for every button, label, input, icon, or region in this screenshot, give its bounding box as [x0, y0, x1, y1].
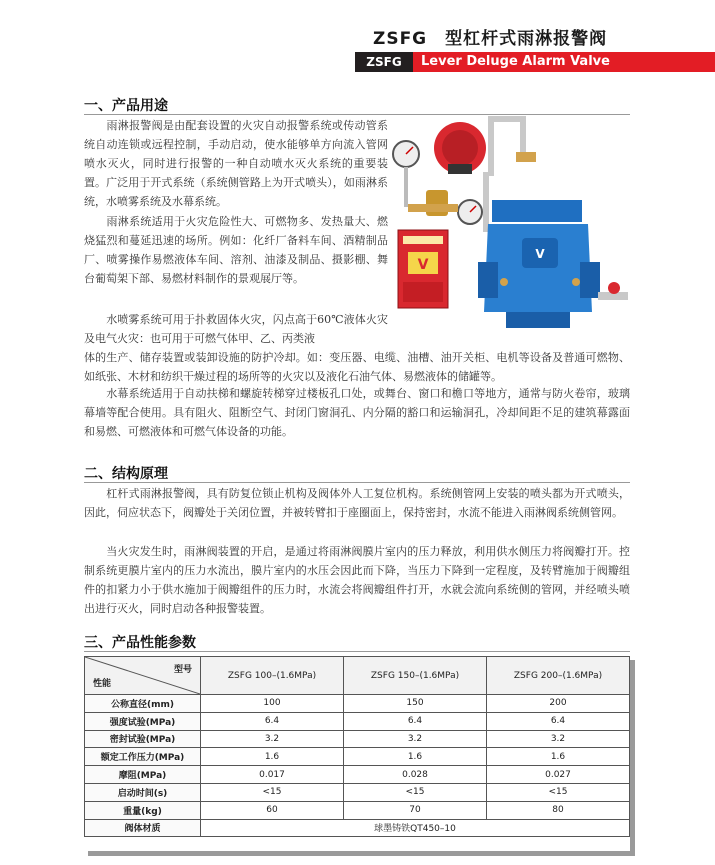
table-row [85, 695, 630, 713]
pressure-gauge-icon [393, 141, 419, 207]
box-logo-text: V [417, 257, 429, 273]
cell-value: 200 [487, 695, 630, 713]
cell-value: <15 [201, 783, 344, 801]
cell-value: 80 [487, 801, 630, 819]
cell-value: 6.4 [344, 712, 487, 730]
section-2-heading: 二、结构原理 [84, 466, 168, 482]
solenoid-valve-icon [408, 190, 458, 216]
cell-value: 6.4 [487, 712, 630, 730]
row-label: 额定工作压力(MPa) [85, 748, 201, 766]
cell-value: 6.4 [201, 712, 344, 730]
table-shadow-right [630, 660, 635, 855]
english-title: Lever Deluge Alarm Valve [421, 54, 610, 69]
model-header: ZSFG 200–(1.6MPa) [487, 657, 630, 695]
table-row [85, 712, 630, 730]
table-shadow-bottom [88, 851, 635, 856]
row-label: 重量(kg) [85, 801, 201, 819]
deluge-valve-photo [388, 112, 633, 338]
section-3-divider [84, 651, 630, 652]
cell-value: 1.6 [344, 748, 487, 766]
cell-value: <15 [344, 783, 487, 801]
cell-value: 0.028 [344, 766, 487, 784]
table-row [85, 783, 630, 801]
table-row [85, 766, 630, 784]
section-2-paragraph-2: 当火灾发生时，雨淋阀装置的开启，是通过将雨淋阀膜片室内的压力释放，利用供水侧压力将阀瓣打开。控制系统更膜片室内的压力水流出，膜片室内的水压会因此而下降，当压力下降到一定程度，及转臂施加于阀瓣组件的扣紧力小于供水施加于阀瓣组件的压力时，水流会将阀瓣组件打开，水就会流向系统侧的管网，并经喷头喷出进行灭火，同时启动各种报警装置。 [84, 545, 630, 615]
table-row [85, 730, 630, 748]
cell-value: 3.2 [487, 730, 630, 748]
row-label: 强度试验(MPa) [85, 712, 201, 730]
table-row [85, 801, 630, 819]
cell-value: <15 [487, 783, 630, 801]
section-1-paragraph-2: 雨淋系统适用于火灾危险性大、可燃物多、发热量大、燃烧猛烈和蔓延迅速的场所。例如：化纤厂备料车间、酒精制品厂、喷雾操作易燃液体车间、溶剂、油漆及制品、摄影棚、舞台葡萄架下部、易燃材料制作的景观展厅等。 [84, 215, 388, 285]
model-code-badge: ZSFG [355, 52, 413, 72]
spec-table [84, 656, 630, 837]
cell-value: 60 [201, 801, 344, 819]
cell-value: 3.2 [344, 730, 487, 748]
cell-value: 150 [344, 695, 487, 713]
section-1-paragraph-1: 雨淋报警阀是由配套设置的火灾自动报警系统或传动管系统自动连锁或远程控制，手动启动，使水能够单方向流入管网喷水灭火，同时进行报警的一种自动喷水灭火系统的重要装置。广泛用于开式系统（系统侧管路上为开式喷头），如雨淋系统，水喷雾系统及水幕系统。 [84, 119, 388, 208]
table-row [85, 748, 630, 766]
row-label: 摩阻(MPa) [85, 766, 201, 784]
material-value: 球墨铸铁QT450–10 [201, 819, 630, 837]
pressure-gauge-icon [458, 200, 482, 224]
title-bar [355, 52, 715, 72]
valve-body [478, 200, 600, 328]
table-row [85, 819, 630, 837]
section-1-paragraph-3b: 体的生产、储存装置或装卸设施的防护冷却。如：变压器、电缆、油槽、油开关柜、电机等设备及普通可燃物、如纸张、木材和纺织干燥过程的场所等的火灾以及液化石油气体、易燃液体的储罐等。 [84, 351, 630, 383]
cell-value: 0.017 [201, 766, 344, 784]
section-2-paragraph-1: 杠杆式雨淋报警阀，具有防复位锁止机构及阀体外人工复位机构。系统侧管网上安装的喷头都为开式喷头，因此，伺应状态下，阀瓣处于关闭位置，并被转臂扣于座圈面上，保持密封，水流不能进入雨淋阀系统侧管网。 [84, 487, 630, 519]
table-corner-cell [85, 657, 201, 695]
table-header-row [85, 657, 630, 695]
model-header: ZSFG 150–(1.6MPa) [344, 657, 487, 695]
section-3-heading: 三、产品性能参数 [84, 635, 196, 651]
corner-param-label: 性能 [93, 679, 112, 689]
cell-value: 1.6 [487, 748, 630, 766]
row-label: 阀体材质 [85, 819, 201, 837]
section-1-paragraph-4: 水幕系统适用于自动扶梯和螺旋转梯穿过楼板孔口处，或舞台、窗口和檐口等地方，通常与防火卷帘，玻璃幕墙等配合使用。具有阻火、阻断空气、封闭门窗洞孔、内分隔的豁口和运输洞孔，冷却间距不足的建筑幕露面和易燃、可燃液体和可燃气体设备的功能。 [84, 387, 630, 438]
row-label: 启动时间(s) [85, 783, 201, 801]
cell-value: 70 [344, 801, 487, 819]
cell-value: 0.027 [487, 766, 630, 784]
corner-model-label: 型号 [173, 665, 192, 675]
section-1-paragraph-3a: 水喷雾系统可用于扑救固体火灾，闪点高于60℃液体火灾及电气火灾：也可用于可燃气体甲、乙、丙类液 [84, 313, 388, 345]
section-2-divider [84, 482, 630, 483]
valve-brand-text: V [535, 247, 545, 261]
cell-value: 100 [201, 695, 344, 713]
model-header: ZSFG 100–(1.6MPa) [201, 657, 344, 695]
control-box [398, 230, 448, 308]
row-label: 公称直径(mm) [85, 695, 201, 713]
drain-valve-icon [598, 282, 628, 300]
alarm-bell-icon [434, 122, 486, 174]
page-title: ZSFG 型杠杆式雨淋报警阀 [373, 29, 608, 49]
cell-value: 3.2 [201, 730, 344, 748]
cell-value: 1.6 [201, 748, 344, 766]
section-1-heading: 一、产品用途 [84, 98, 168, 114]
row-label: 密封试验(MPa) [85, 730, 201, 748]
